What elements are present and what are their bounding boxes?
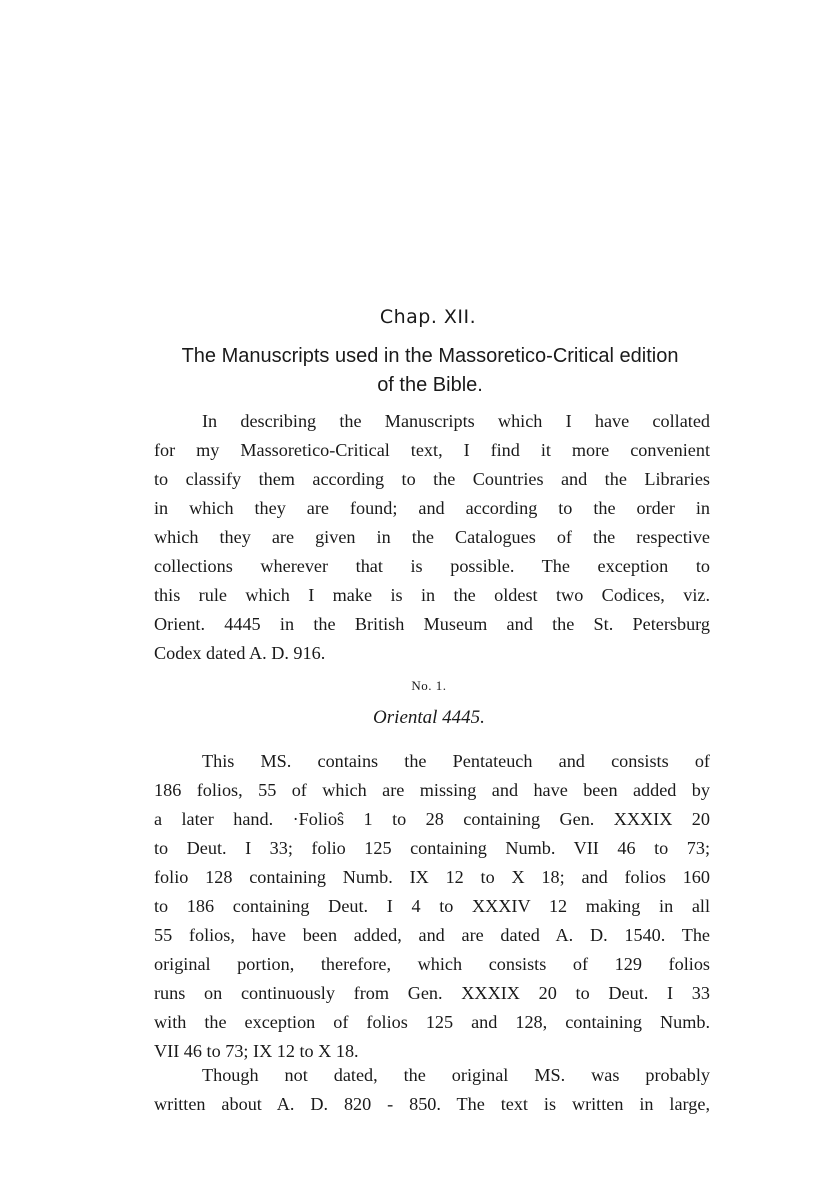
chapter-subtitle-line: The Manuscripts used in the Massoretico-Critical edition bbox=[181, 345, 679, 367]
chapter-heading: Chap. XII. bbox=[379, 306, 477, 328]
text-line: a later hand. ·Folioŝ 1 to 28 containing Gen. XXXIX 20 bbox=[154, 809, 710, 829]
section-number: No. 1. bbox=[411, 678, 447, 693]
section-paragraph bbox=[154, 747, 710, 1066]
chapter-subtitle bbox=[150, 342, 710, 400]
text-line: runs on continuously from Gen. XXXIX 20 to Deut. I 33 bbox=[154, 983, 710, 1003]
text-line: which they are given in the Catalogues of the respective bbox=[154, 527, 710, 547]
text-line: VII 46 to 73; IX 12 to X 18. bbox=[154, 1041, 359, 1061]
chapter-subtitle-line: of the Bible. bbox=[377, 374, 483, 396]
text-line: in which they are found; and according to the order in bbox=[154, 498, 710, 518]
text-line: Codex dated A. D. 916. bbox=[154, 643, 326, 663]
text-line: to Deut. I 33; folio 125 containing Numb. VII 46 to 73; bbox=[154, 838, 710, 858]
section-paragraph bbox=[154, 1061, 710, 1119]
text-line: In describing the Manuscripts which I have collated bbox=[202, 411, 710, 431]
text-line: collections wherever that is possible. The exception to bbox=[154, 556, 710, 576]
section-title: Oriental 4445. bbox=[373, 707, 485, 728]
text-line: 55 folios, have been added, and are dated A. D. 1540. The bbox=[154, 925, 710, 945]
text-line: this rule which I make is in the oldest two Codices, viz. bbox=[154, 585, 710, 605]
text-line: Though not dated, the original MS. was probably bbox=[202, 1065, 710, 1085]
intro-paragraph bbox=[154, 407, 710, 668]
text-line: to 186 containing Deut. I 4 to XXXIV 12 making in all bbox=[154, 896, 710, 916]
text-line: written about A. D. 820 - 850. The text is written in large, bbox=[154, 1094, 710, 1114]
text-line: with the exception of folios 125 and 128, containing Numb. bbox=[154, 1012, 710, 1032]
text-line: original portion, therefore, which consists of 129 folios bbox=[154, 954, 710, 974]
text-line: to classify them according to the Countries and the Libraries bbox=[154, 469, 710, 489]
text-line: 186 folios, 55 of which are missing and have been added by bbox=[154, 780, 710, 800]
text-line: This MS. contains the Pentateuch and consists of bbox=[202, 751, 710, 771]
text-line: folio 128 containing Numb. IX 12 to X 18; and folios 160 bbox=[154, 867, 710, 887]
text-line: for my Massoretico-Critical text, I find it more convenient bbox=[154, 440, 710, 460]
text-line: Orient. 4445 in the British Museum and the St. Petersburg bbox=[154, 614, 710, 634]
